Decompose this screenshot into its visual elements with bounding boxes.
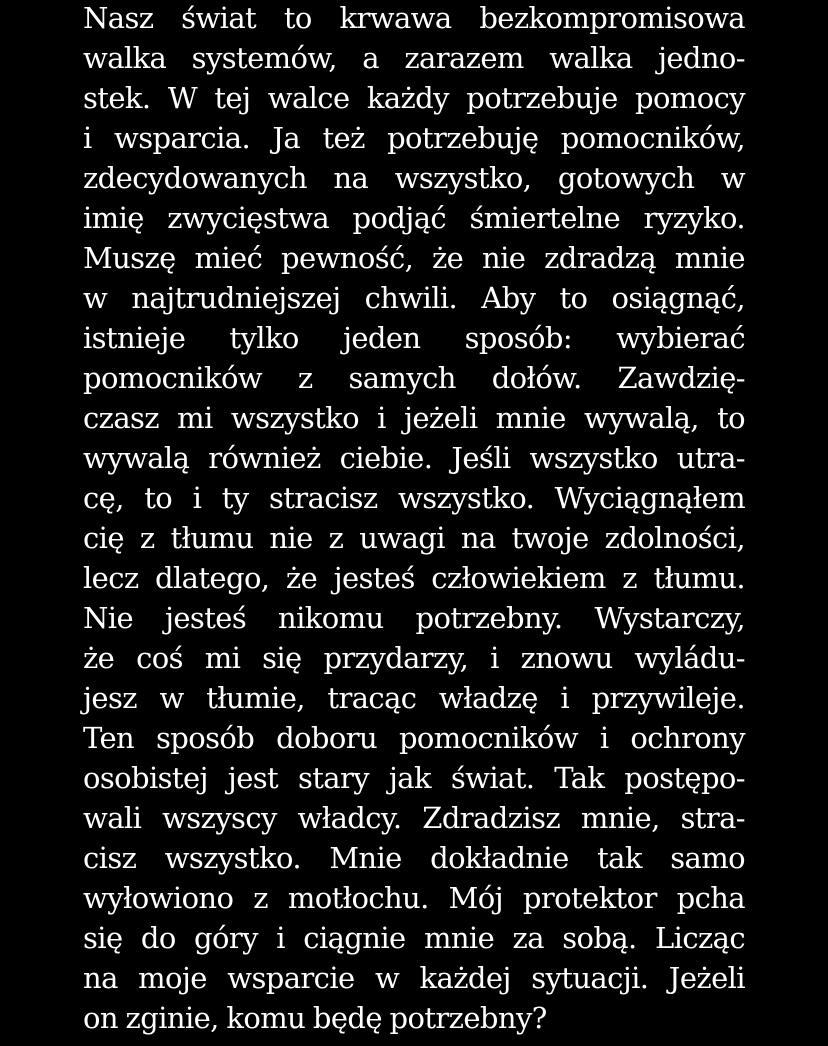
text-line: lecz dlatego, że jesteś człowiekiem z tłumu. [83,561,745,595]
text-line: imię zwycięstwa podjąć śmiertelne ryzyko. [83,201,745,235]
text-line: że coś mi się przydarzy, i znowu wyládu- [83,641,745,675]
text-line: i wsparcia. Ja też potrzebuję pomocników, [83,121,745,155]
text-line: cię z tłumu nie z uwagi na twoje zdolności, [83,521,745,555]
text-line: cisz wszystko. Mnie dokładnie tak samo [83,841,745,875]
text-line: Nasz świat to krwawa bezkompromisowa [83,1,745,35]
text-line: Nie jesteś nikomu potrzebny. Wystarczy, [83,601,745,635]
text-line: walka systemów, a zarazem walka jedno- [83,41,745,75]
book-text [83,0,745,1038]
text-line: na moje wsparcie w każdej sytuacji. Jeżeli [83,961,745,995]
text-line: osobistej jest stary jak świat. Tak postępo- [83,761,745,795]
text-line: on zginie, komu będę potrzebny? [83,1001,547,1035]
text-line: wyłowiono z motłochu. Mój protektor pcha [83,881,745,915]
text-line: Ten sposób doboru pomocników i ochrony [83,721,745,755]
text-line: Muszę mieć pewność, że nie zdradzą mnie [83,241,745,275]
text-line: stek. W tej walce każdy potrzebuje pomocy [83,81,745,115]
text-line: w najtrudniejszej chwili. Aby to osiągnąć, [83,281,745,315]
text-line: zdecydowanych na wszystko, gotowych w [83,161,745,195]
text-line: istnieje tylko jeden sposób: wybierać [83,321,745,355]
text-line: pomocników z samych dołów. Zawdzię- [83,361,745,395]
text-line: jesz w tłumie, tracąc władzę i przywileje. [83,681,745,715]
text-line: cę, to i ty stracisz wszystko. Wyciągnąłem [83,481,745,515]
text-line: się do góry i ciągnie mnie za sobą. Licząc [83,921,745,955]
text-line: czasz mi wszystko i jeżeli mnie wywalą, to [83,401,745,435]
text-line: wali wszyscy władcy. Zdradzisz mnie, stra- [83,801,745,835]
text-line: wywalą również ciebie. Jeśli wszystko utra- [83,441,745,475]
